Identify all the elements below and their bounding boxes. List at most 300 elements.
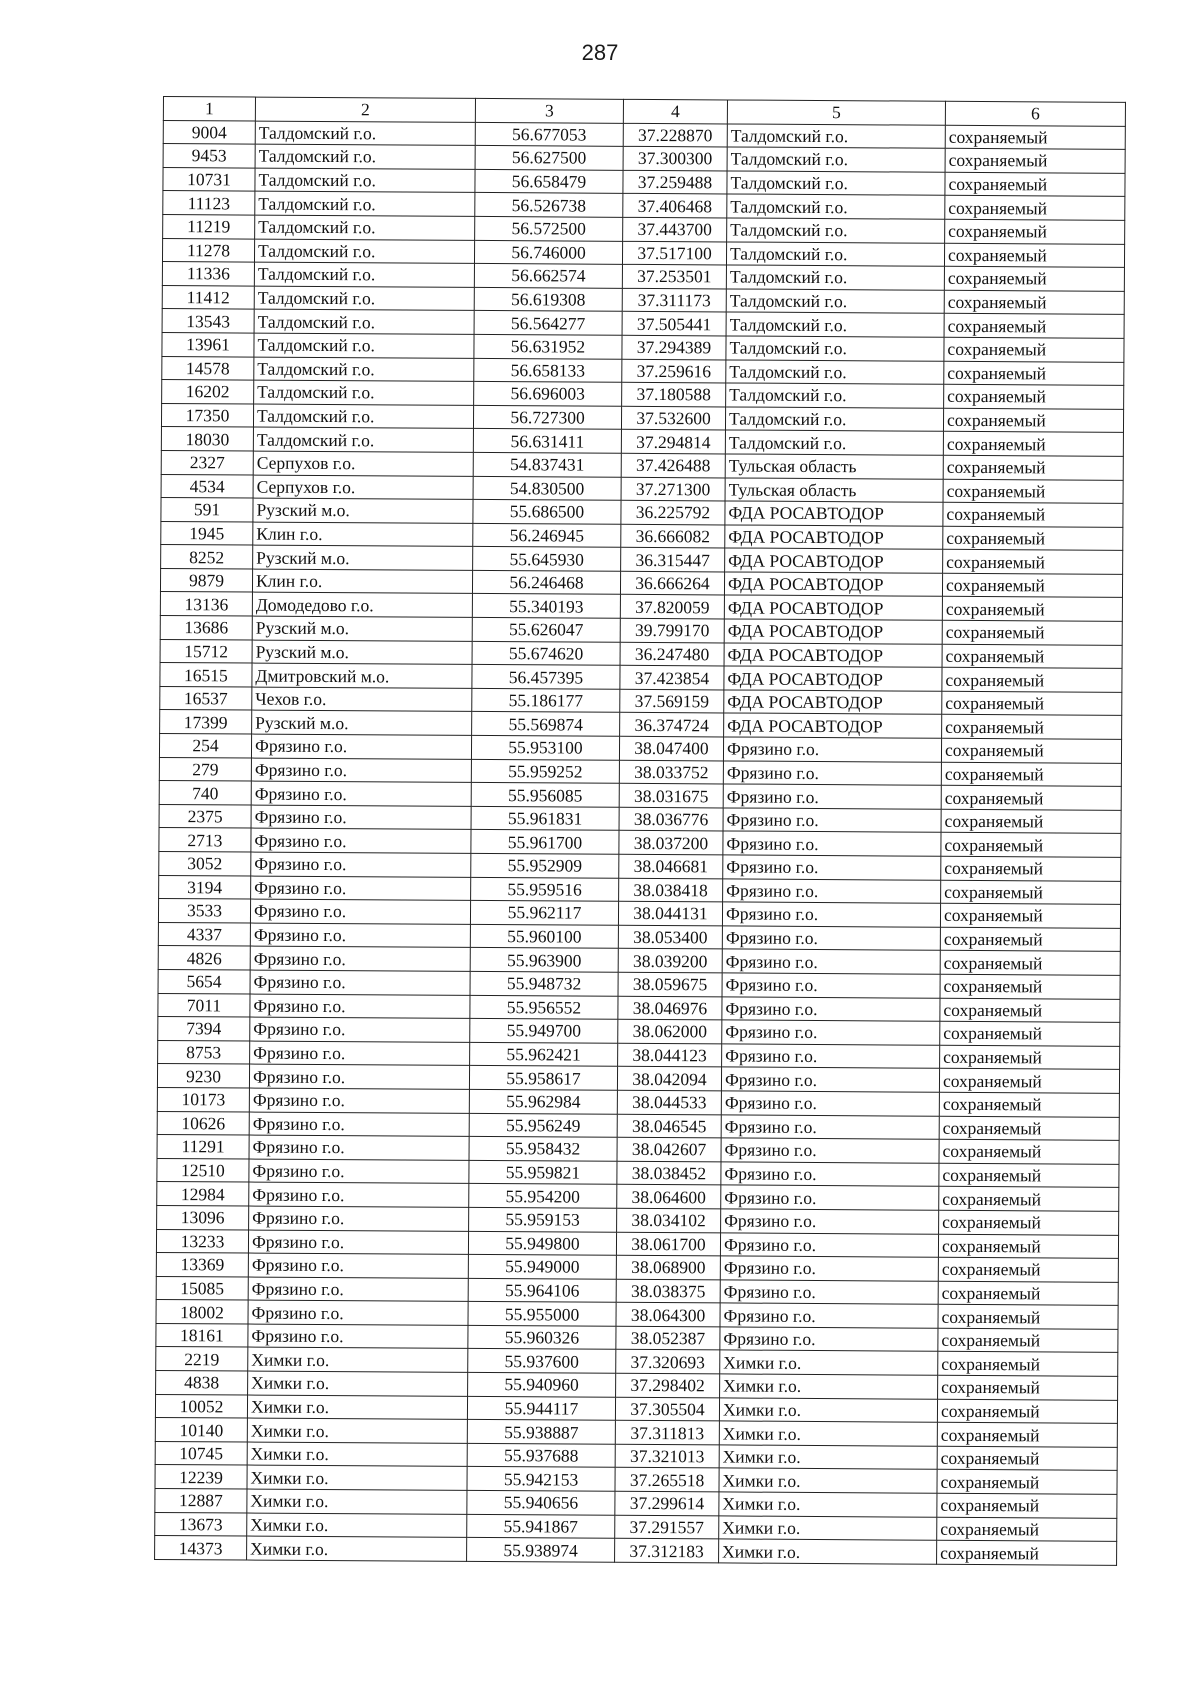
id-cell: 13136 bbox=[160, 592, 252, 616]
owner-cell: Фрязино г.о. bbox=[720, 1303, 938, 1328]
municipality-cell: Талдомский г.о. bbox=[254, 262, 474, 287]
id-cell: 9230 bbox=[157, 1064, 249, 1088]
status-cell: сохраняемый bbox=[941, 880, 1121, 905]
municipality-cell: Талдомский г.о. bbox=[254, 333, 474, 358]
latitude-cell: 55.956552 bbox=[470, 995, 618, 1019]
owner-cell: ФДА РОСАВТОДОР bbox=[724, 690, 942, 715]
id-cell: 4337 bbox=[158, 922, 250, 946]
latitude-cell: 55.953100 bbox=[471, 735, 619, 759]
municipality-cell: Талдомский г.о. bbox=[254, 357, 474, 382]
latitude-cell: 55.955000 bbox=[468, 1302, 616, 1326]
id-cell: 10745 bbox=[155, 1441, 247, 1465]
status-cell: сохраняемый bbox=[943, 408, 1123, 433]
owner-cell: Фрязино г.о. bbox=[723, 855, 941, 880]
id-cell: 17350 bbox=[161, 403, 253, 427]
id-cell: 3194 bbox=[159, 875, 251, 899]
owner-cell: ФДА РОСАВТОДОР bbox=[725, 548, 943, 573]
status-cell: сохраняемый bbox=[945, 125, 1125, 150]
municipality-cell: Фрязино г.о. bbox=[251, 734, 471, 759]
municipality-cell: Химки г.о. bbox=[247, 1489, 467, 1514]
latitude-cell: 56.746000 bbox=[474, 240, 622, 264]
longitude-cell: 37.569159 bbox=[620, 689, 724, 713]
id-cell: 18030 bbox=[161, 427, 253, 451]
longitude-cell: 38.046681 bbox=[619, 854, 723, 878]
longitude-cell: 37.312183 bbox=[615, 1539, 719, 1563]
owner-cell: Талдомский г.о. bbox=[726, 359, 944, 384]
municipality-cell: Талдомский г.о. bbox=[254, 309, 474, 334]
municipality-cell: Серпухов г.о. bbox=[253, 475, 473, 500]
owner-cell: Фрязино г.о. bbox=[723, 808, 941, 833]
status-cell: сохраняемый bbox=[937, 1423, 1117, 1448]
owner-cell: Фрязино г.о. bbox=[723, 737, 941, 762]
owner-cell: Фрязино г.о. bbox=[721, 1067, 939, 1092]
id-cell: 13673 bbox=[155, 1512, 247, 1536]
municipality-cell: Химки г.о. bbox=[247, 1395, 467, 1420]
status-cell: сохраняемый bbox=[938, 1328, 1118, 1353]
status-cell: сохраняемый bbox=[941, 809, 1121, 834]
id-cell: 254 bbox=[159, 734, 251, 758]
longitude-cell: 38.036776 bbox=[619, 807, 723, 831]
latitude-cell: 56.696003 bbox=[474, 382, 622, 406]
status-cell: сохраняемый bbox=[940, 998, 1120, 1023]
municipality-cell: Фрязино г.о. bbox=[249, 1088, 469, 1113]
longitude-cell: 38.037200 bbox=[619, 831, 723, 855]
municipality-cell: Талдомский г.о. bbox=[253, 427, 473, 452]
status-cell: сохраняемый bbox=[937, 1399, 1117, 1424]
id-cell: 5654 bbox=[158, 969, 250, 993]
owner-cell: Химки г.о. bbox=[719, 1492, 937, 1517]
owner-cell: Химки г.о. bbox=[719, 1421, 937, 1446]
id-cell: 591 bbox=[161, 498, 253, 522]
id-cell: 15085 bbox=[156, 1276, 248, 1300]
owner-cell: ФДА РОСАВТОДОР bbox=[724, 572, 942, 597]
municipality-cell: Фрязино г.о. bbox=[249, 1182, 469, 1207]
municipality-cell: Фрязино г.о. bbox=[251, 876, 471, 901]
longitude-cell: 38.039200 bbox=[618, 949, 722, 973]
id-cell: 4838 bbox=[156, 1371, 248, 1395]
owner-cell: Фрязино г.о. bbox=[723, 879, 941, 904]
latitude-cell: 56.246945 bbox=[473, 523, 621, 547]
owner-cell: Химки г.о. bbox=[719, 1539, 937, 1564]
latitude-cell: 55.961831 bbox=[471, 806, 619, 830]
id-cell: 8753 bbox=[158, 1040, 250, 1064]
owner-cell: Талдомский г.о. bbox=[726, 336, 944, 361]
municipality-cell: Фрязино г.о. bbox=[250, 1041, 470, 1066]
latitude-cell: 55.937688 bbox=[467, 1443, 615, 1467]
table-body bbox=[155, 120, 1126, 1565]
owner-cell: Фрязино г.о. bbox=[722, 902, 940, 927]
id-cell: 11412 bbox=[162, 285, 254, 309]
latitude-cell: 55.962984 bbox=[469, 1089, 617, 1113]
id-cell: 1945 bbox=[161, 521, 253, 545]
latitude-cell: 56.619308 bbox=[474, 287, 622, 311]
status-cell: сохраняемый bbox=[937, 1540, 1117, 1565]
owner-cell: Химки г.о. bbox=[719, 1445, 937, 1470]
owner-cell: Талдомский г.о. bbox=[727, 147, 945, 172]
owner-cell: Фрязино г.о. bbox=[720, 1327, 938, 1352]
id-cell: 4534 bbox=[161, 474, 253, 498]
status-cell: сохраняемый bbox=[938, 1234, 1118, 1259]
latitude-cell: 55.959153 bbox=[469, 1207, 617, 1231]
owner-cell: Тульская область bbox=[725, 454, 943, 479]
id-cell: 11278 bbox=[162, 238, 254, 262]
municipality-cell: Фрязино г.о. bbox=[249, 1206, 469, 1231]
status-cell: сохраняемый bbox=[944, 314, 1124, 339]
owner-cell: Талдомский г.о. bbox=[725, 407, 943, 432]
column-header-4: 4 bbox=[623, 99, 727, 123]
municipality-cell: Фрязино г.о. bbox=[249, 1064, 469, 1089]
latitude-cell: 55.962421 bbox=[470, 1042, 618, 1066]
municipality-cell: Фрязино г.о. bbox=[251, 758, 471, 783]
longitude-cell: 37.406468 bbox=[623, 194, 727, 218]
column-header-1: 1 bbox=[163, 97, 255, 121]
latitude-cell: 56.677053 bbox=[475, 122, 623, 146]
id-cell: 10731 bbox=[163, 167, 255, 191]
status-cell: сохраняемый bbox=[939, 1116, 1119, 1141]
id-cell: 18161 bbox=[156, 1323, 248, 1347]
municipality-cell: Серпухов г.о. bbox=[253, 451, 473, 476]
longitude-cell: 38.068900 bbox=[616, 1255, 720, 1279]
status-cell: сохраняемый bbox=[942, 668, 1122, 693]
id-cell: 14578 bbox=[162, 356, 254, 380]
page-number: 287 bbox=[581, 40, 619, 65]
owner-cell: Фрязино г.о. bbox=[722, 1020, 940, 1045]
id-cell: 13961 bbox=[162, 332, 254, 356]
owner-cell: Химки г.о. bbox=[720, 1350, 938, 1375]
latitude-cell: 55.954200 bbox=[469, 1184, 617, 1208]
municipality-cell: Химки г.о. bbox=[247, 1513, 467, 1538]
status-cell: сохраняемый bbox=[938, 1257, 1118, 1282]
id-cell: 2375 bbox=[159, 804, 251, 828]
latitude-cell: 55.686500 bbox=[473, 499, 621, 523]
latitude-cell: 55.940656 bbox=[467, 1490, 615, 1514]
id-cell: 10140 bbox=[155, 1418, 247, 1442]
longitude-cell: 38.047400 bbox=[619, 736, 723, 760]
municipality-cell: Талдомский г.о. bbox=[255, 168, 475, 193]
id-cell: 9879 bbox=[160, 568, 252, 592]
longitude-cell: 36.666264 bbox=[620, 571, 724, 595]
status-cell: сохраняемый bbox=[939, 1069, 1119, 1094]
status-cell: сохраняемый bbox=[939, 1163, 1119, 1188]
longitude-cell: 36.666082 bbox=[621, 524, 725, 548]
owner-cell: Талдомский г.о. bbox=[727, 171, 945, 196]
status-cell: сохраняемый bbox=[938, 1352, 1118, 1377]
status-cell: сохраняемый bbox=[945, 172, 1125, 197]
latitude-cell: 56.526738 bbox=[475, 193, 623, 217]
status-cell: сохраняемый bbox=[943, 550, 1123, 575]
municipality-cell: Фрязино г.о. bbox=[249, 1135, 469, 1160]
id-cell: 279 bbox=[159, 757, 251, 781]
latitude-cell: 55.962117 bbox=[470, 901, 618, 925]
owner-cell: Фрязино г.о. bbox=[721, 1114, 939, 1139]
id-cell: 11336 bbox=[162, 262, 254, 286]
longitude-cell: 37.311173 bbox=[622, 288, 726, 312]
municipality-cell: Талдомский г.о. bbox=[253, 404, 473, 429]
latitude-cell: 55.941867 bbox=[467, 1514, 615, 1538]
municipality-cell: Домодедово г.о. bbox=[252, 593, 472, 618]
status-cell: сохраняемый bbox=[942, 691, 1122, 716]
owner-cell: ФДА РОСАВТОДОР bbox=[724, 666, 942, 691]
latitude-cell: 55.938974 bbox=[467, 1538, 615, 1562]
status-cell: сохраняемый bbox=[940, 903, 1120, 928]
latitude-cell: 55.963900 bbox=[470, 948, 618, 972]
id-cell: 2327 bbox=[161, 450, 253, 474]
latitude-cell: 55.645930 bbox=[473, 547, 621, 571]
municipality-cell: Фрязино г.о. bbox=[250, 994, 470, 1019]
longitude-cell: 36.315447 bbox=[621, 548, 725, 572]
status-cell: сохраняемый bbox=[939, 1187, 1119, 1212]
longitude-cell: 37.291557 bbox=[615, 1515, 719, 1539]
id-cell: 2219 bbox=[156, 1347, 248, 1371]
latitude-cell: 55.186177 bbox=[472, 688, 620, 712]
longitude-cell: 37.259616 bbox=[622, 359, 726, 383]
status-cell: сохраняемый bbox=[937, 1446, 1117, 1471]
status-cell: сохраняемый bbox=[943, 432, 1123, 457]
id-cell: 10052 bbox=[155, 1394, 247, 1418]
status-cell: сохраняемый bbox=[941, 762, 1121, 787]
latitude-cell: 56.631411 bbox=[473, 429, 621, 453]
latitude-cell: 56.457395 bbox=[472, 665, 620, 689]
owner-cell: Талдомский г.о. bbox=[726, 383, 944, 408]
latitude-cell: 55.674620 bbox=[472, 641, 620, 665]
municipality-cell: Фрязино г.о. bbox=[248, 1230, 468, 1255]
status-cell: сохраняемый bbox=[942, 597, 1122, 622]
data-table bbox=[154, 96, 1126, 1566]
owner-cell: Фрязино г.о. bbox=[723, 831, 941, 856]
longitude-cell: 37.320693 bbox=[616, 1350, 720, 1374]
status-cell: сохраняемый bbox=[945, 219, 1125, 244]
id-cell: 14373 bbox=[155, 1536, 247, 1560]
owner-cell: Фрязино г.о. bbox=[721, 1162, 939, 1187]
latitude-cell: 55.956249 bbox=[469, 1113, 617, 1137]
latitude-cell: 55.958617 bbox=[469, 1066, 617, 1090]
status-cell: сохраняемый bbox=[940, 1021, 1120, 1046]
owner-cell: Фрязино г.о. bbox=[720, 1280, 938, 1305]
id-cell: 18002 bbox=[156, 1300, 248, 1324]
status-cell: сохраняемый bbox=[939, 1210, 1119, 1235]
longitude-cell: 37.505441 bbox=[622, 312, 726, 336]
owner-cell: Фрязино г.о. bbox=[721, 1138, 939, 1163]
owner-cell: Химки г.о. bbox=[719, 1468, 937, 1493]
longitude-cell: 37.180588 bbox=[622, 382, 726, 406]
municipality-cell: Рузский м.о. bbox=[253, 545, 473, 570]
status-cell: сохраняемый bbox=[942, 620, 1122, 645]
longitude-cell: 37.265518 bbox=[615, 1468, 719, 1492]
owner-cell: Фрязино г.о. bbox=[722, 973, 940, 998]
id-cell: 9453 bbox=[163, 144, 255, 168]
id-cell: 15712 bbox=[160, 639, 252, 663]
latitude-cell: 56.564277 bbox=[474, 311, 622, 335]
latitude-cell: 55.569874 bbox=[472, 712, 620, 736]
municipality-cell: Фрязино г.о. bbox=[251, 781, 471, 806]
municipality-cell: Талдомский г.о. bbox=[255, 121, 475, 146]
municipality-cell: Фрязино г.о. bbox=[251, 805, 471, 830]
longitude-cell: 38.033752 bbox=[619, 760, 723, 784]
owner-cell: ФДА РОСАВТОДОР bbox=[724, 643, 942, 668]
municipality-cell: Клин г.о. bbox=[252, 569, 472, 594]
latitude-cell: 55.340193 bbox=[472, 594, 620, 618]
latitude-cell: 56.662574 bbox=[474, 264, 622, 288]
municipality-cell: Химки г.о. bbox=[247, 1442, 467, 1467]
municipality-cell: Фрязино г.о. bbox=[248, 1277, 468, 1302]
latitude-cell: 55.960326 bbox=[468, 1325, 616, 1349]
id-cell: 3533 bbox=[158, 899, 250, 923]
owner-cell: Химки г.о. bbox=[720, 1374, 938, 1399]
status-cell: сохраняемый bbox=[940, 951, 1120, 976]
owner-cell: Фрязино г.о. bbox=[722, 926, 940, 951]
longitude-cell: 37.321013 bbox=[615, 1444, 719, 1468]
longitude-cell: 38.042607 bbox=[617, 1137, 721, 1161]
latitude-cell: 54.837431 bbox=[473, 452, 621, 476]
municipality-cell: Фрязино г.о. bbox=[248, 1300, 468, 1325]
longitude-cell: 38.062000 bbox=[618, 1019, 722, 1043]
owner-cell: Талдомский г.о. bbox=[727, 218, 945, 243]
status-cell: сохраняемый bbox=[938, 1375, 1118, 1400]
latitude-cell: 54.830500 bbox=[473, 476, 621, 500]
status-cell: сохраняемый bbox=[942, 573, 1122, 598]
longitude-cell: 38.046976 bbox=[618, 996, 722, 1020]
longitude-cell: 38.044533 bbox=[617, 1090, 721, 1114]
column-header-2: 2 bbox=[255, 97, 475, 122]
owner-cell: ФДА РОСАВТОДОР bbox=[724, 619, 942, 644]
longitude-cell: 38.044131 bbox=[618, 901, 722, 925]
latitude-cell: 55.961700 bbox=[471, 830, 619, 854]
municipality-cell: Химки г.о. bbox=[247, 1536, 467, 1561]
id-cell: 3052 bbox=[159, 851, 251, 875]
longitude-cell: 38.061700 bbox=[616, 1232, 720, 1256]
longitude-cell: 38.042094 bbox=[617, 1067, 721, 1091]
latitude-cell: 55.942153 bbox=[467, 1467, 615, 1491]
owner-cell: Фрязино г.о. bbox=[721, 1091, 939, 1116]
latitude-cell: 55.949700 bbox=[470, 1019, 618, 1043]
longitude-cell: 38.038418 bbox=[619, 878, 723, 902]
owner-cell: Фрязино г.о. bbox=[723, 761, 941, 786]
status-cell: сохраняемый bbox=[942, 644, 1122, 669]
municipality-cell: Химки г.о. bbox=[248, 1371, 468, 1396]
longitude-cell: 38.064600 bbox=[617, 1185, 721, 1209]
municipality-cell: Талдомский г.о. bbox=[255, 215, 475, 240]
id-cell: 13686 bbox=[160, 616, 252, 640]
id-cell: 11291 bbox=[157, 1135, 249, 1159]
municipality-cell: Рузский м.о. bbox=[252, 616, 472, 641]
municipality-cell: Чехов г.о. bbox=[252, 687, 472, 712]
municipality-cell: Талдомский г.о. bbox=[254, 380, 474, 405]
status-cell: сохраняемый bbox=[941, 833, 1121, 858]
municipality-cell: Фрязино г.о. bbox=[248, 1324, 468, 1349]
owner-cell: Фрязино г.о. bbox=[721, 1185, 939, 1210]
latitude-cell: 56.727300 bbox=[473, 405, 621, 429]
longitude-cell: 37.294389 bbox=[622, 335, 726, 359]
status-cell: сохраняемый bbox=[937, 1517, 1117, 1542]
owner-cell: Фрязино г.о. bbox=[721, 1209, 939, 1234]
longitude-cell: 38.044123 bbox=[618, 1043, 722, 1067]
id-cell: 13096 bbox=[157, 1205, 249, 1229]
latitude-cell: 55.937600 bbox=[468, 1349, 616, 1373]
latitude-cell: 55.940960 bbox=[468, 1372, 616, 1396]
id-cell: 13233 bbox=[156, 1229, 248, 1253]
id-cell: 2713 bbox=[159, 828, 251, 852]
municipality-cell: Фрязино г.о. bbox=[251, 852, 471, 877]
longitude-cell: 38.031675 bbox=[619, 784, 723, 808]
municipality-cell: Фрязино г.о. bbox=[249, 1159, 469, 1184]
status-cell: сохраняемый bbox=[944, 243, 1124, 268]
latitude-cell: 55.960100 bbox=[470, 924, 618, 948]
id-cell: 12887 bbox=[155, 1489, 247, 1513]
owner-cell: Талдомский г.о. bbox=[727, 124, 945, 149]
longitude-cell: 37.423854 bbox=[620, 666, 724, 690]
latitude-cell: 55.959252 bbox=[471, 759, 619, 783]
latitude-cell: 55.959821 bbox=[469, 1160, 617, 1184]
owner-cell: Фрязино г.о. bbox=[720, 1256, 938, 1281]
owner-cell: Фрязино г.о. bbox=[722, 996, 940, 1021]
column-header-5: 5 bbox=[727, 100, 945, 125]
longitude-cell: 38.038375 bbox=[616, 1279, 720, 1303]
longitude-cell: 38.046545 bbox=[617, 1114, 721, 1138]
longitude-cell: 38.052387 bbox=[616, 1326, 720, 1350]
municipality-cell: Фрязино г.о. bbox=[250, 923, 470, 948]
longitude-cell: 38.053400 bbox=[618, 925, 722, 949]
owner-cell: Талдомский г.о. bbox=[727, 194, 945, 219]
owner-cell: Талдомский г.о. bbox=[726, 289, 944, 314]
latitude-cell: 55.952909 bbox=[471, 853, 619, 877]
status-cell: сохраняемый bbox=[940, 974, 1120, 999]
id-cell: 10173 bbox=[157, 1087, 249, 1111]
status-cell: сохраняемый bbox=[945, 196, 1125, 221]
latitude-cell: 55.944117 bbox=[467, 1396, 615, 1420]
municipality-cell: Химки г.о. bbox=[248, 1348, 468, 1373]
id-cell: 12984 bbox=[157, 1182, 249, 1206]
municipality-cell: Химки г.о. bbox=[247, 1418, 467, 1443]
owner-cell: Фрязино г.о. bbox=[723, 784, 941, 809]
longitude-cell: 38.059675 bbox=[618, 972, 722, 996]
owner-cell: Талдомский г.о. bbox=[726, 265, 944, 290]
longitude-cell: 36.247480 bbox=[620, 642, 724, 666]
latitude-cell: 55.949000 bbox=[468, 1254, 616, 1278]
longitude-cell: 36.225792 bbox=[621, 500, 725, 524]
municipality-cell: Клин г.о. bbox=[253, 522, 473, 547]
owner-cell: Химки г.о. bbox=[719, 1516, 937, 1541]
id-cell: 16537 bbox=[160, 686, 252, 710]
longitude-cell: 37.532600 bbox=[621, 406, 725, 430]
municipality-cell: Фрязино г.о. bbox=[250, 946, 470, 971]
status-cell: сохраняемый bbox=[944, 361, 1124, 386]
column-header-6: 6 bbox=[945, 101, 1125, 126]
longitude-cell: 37.253501 bbox=[622, 264, 726, 288]
status-cell: сохраняемый bbox=[939, 1092, 1119, 1117]
latitude-cell: 55.958432 bbox=[469, 1137, 617, 1161]
longitude-cell: 38.034102 bbox=[617, 1208, 721, 1232]
municipality-cell: Химки г.о. bbox=[247, 1465, 467, 1490]
id-cell: 9004 bbox=[163, 120, 255, 144]
id-cell: 13543 bbox=[162, 309, 254, 333]
latitude-cell: 55.938887 bbox=[467, 1420, 615, 1444]
owner-cell: Фрязино г.о. bbox=[722, 1044, 940, 1069]
status-cell: сохраняемый bbox=[941, 785, 1121, 810]
latitude-cell: 55.948732 bbox=[470, 971, 618, 995]
id-cell: 4826 bbox=[158, 946, 250, 970]
municipality-cell: Фрязино г.о. bbox=[248, 1253, 468, 1278]
owner-cell: ФДА РОСАВТОДОР bbox=[724, 713, 942, 738]
column-header-3: 3 bbox=[475, 98, 623, 122]
longitude-cell: 39.799170 bbox=[620, 618, 724, 642]
status-cell: сохраняемый bbox=[942, 715, 1122, 740]
id-cell: 12239 bbox=[155, 1465, 247, 1489]
latitude-cell: 55.949800 bbox=[468, 1231, 616, 1255]
municipality-cell: Рузский м.о. bbox=[253, 498, 473, 523]
longitude-cell: 37.443700 bbox=[623, 217, 727, 241]
owner-cell: Фрязино г.о. bbox=[722, 949, 940, 974]
id-cell: 740 bbox=[159, 781, 251, 805]
